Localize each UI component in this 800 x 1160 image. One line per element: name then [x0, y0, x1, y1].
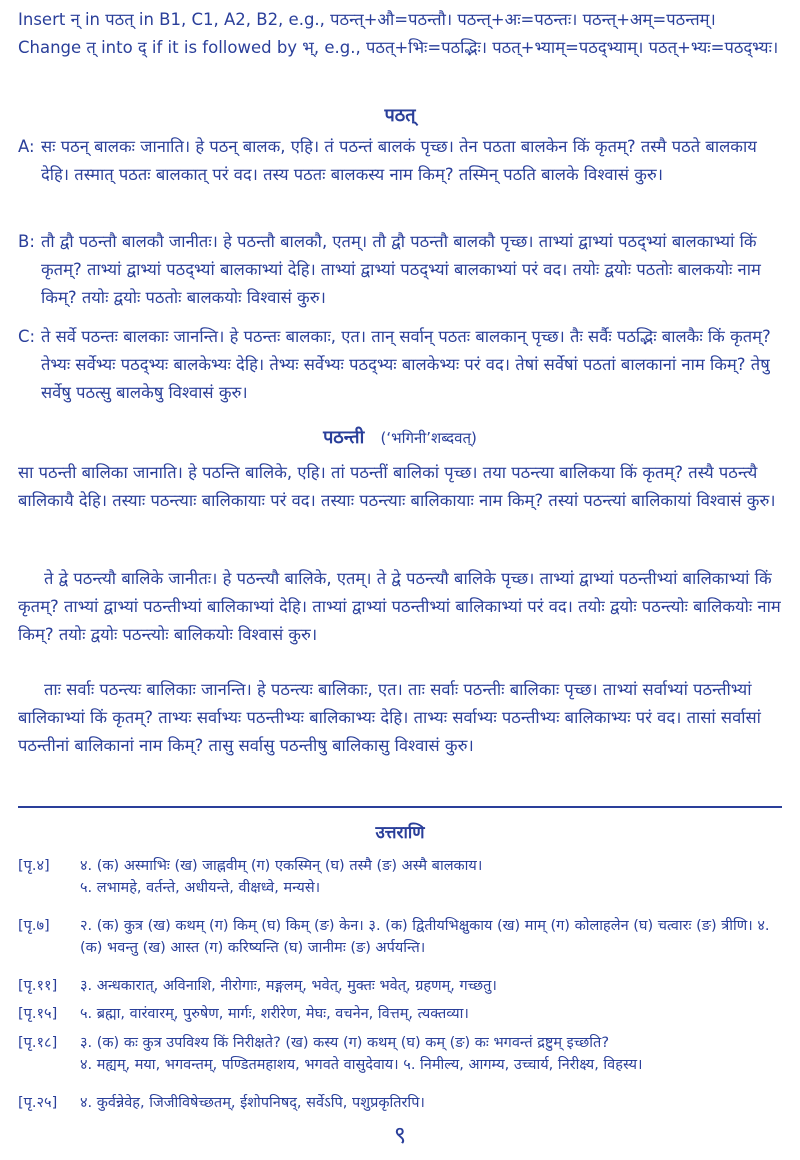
paragraph-b: [18, 228, 782, 312]
answer-line: ४. मह्यम्, मया, भगवन्तम्, पण्डितमहाशय, भगवते वासुदेवाय। ५. निमील्य, आगम्य, उच्चार्य, निरीक्ष्य, विहस्य।: [80, 1057, 643, 1073]
feminine-plural-paragraph: [18, 676, 782, 760]
feminine-dual-paragraph: [18, 565, 782, 649]
answer-line: ५. लभामहे, वर्तन्ते, अधीयन्ते, वीक्षध्वे, मन्यसे।: [80, 880, 321, 896]
answer-entry: [18, 915, 788, 959]
answer-page-ref: [पृ.१५]: [18, 1006, 58, 1022]
paragraph-c: [18, 323, 782, 407]
answer-line: ३. (क) कः कुत्र उपविश्य किं निरीक्षते? (ख) कस्य (ग) कथम् (घ) कम् (ङ) कः भगवन्तं द्रष्टुम् इच्छति?: [80, 1035, 610, 1051]
answer-entry: [18, 975, 788, 997]
paragraph-text: ताः सर्वाः पठन्त्यः बालिकाः जानन्ति। हे पठन्त्यः बालिकाः, एत। ताः सर्वाः पठन्तीः बालिकाः पृच्छ। ताभ्यां सर्वाभ्यां पठन्तीभ्यां बालिकाभ्यां किं कृतम्? ताभ्यः सर्वाभ्यः पठन्तीभ्यः बालिकाभ्यः देहि। ताभ्यः सर्वाभ्यः पठन्तीभ्यः बालिकाभ्यः परं वद। तासां सर्वासां पठन्तीनां बालिकानां नाम किम्? तासु सर्वासु पठन्तीषु बालिकासु विश्वासं कुरु।: [18, 680, 761, 755]
paragraph-text: ते सर्वे पठन्तः बालकाः जानन्ति। हे पठन्तः बालकाः, एत। तान् सर्वान् पठतः बालकान् पृच्छ। तैः सर्वैः पठद्भिः बालकैः किं कृतम्? तेभ्यः सर्वेभ्यः पठद्भ्यः बालकेभ्यः देहि। तेभ्यः सर्वेभ्यः पठद्भ्यः बालकेभ्यः परं वद। तेषां सर्वेषां पठतां बालकानां नाम किम्? तेषु सर्वेषु पठत्सु बालकेषु विश्वासं कुरु।: [41, 327, 771, 402]
paragraph-text: ते द्वे पठन्त्यौ बालिके जानीतः। हे पठन्त्यौ बालिके, एतम्। ते द्वे पठन्त्यौ बालिके पृच्छ। ताभ्यां द्वाभ्यां पठन्तीभ्यां बालिकाभ्यां किं कृतम्? ताभ्यां द्वाभ्यां पठन्तीभ्यां बालिकाभ्यां देहि। ताभ्यां द्वाभ्यां पठन्तीभ्यां बालिकाभ्यां परं वद। तयोः द्वयोः पठन्त्योः बालिकयोः नाम किम्? तयोः द्वयोः पठन्त्योः बालिकयोः विश्वासं कुरु।: [18, 569, 781, 644]
answer-page-ref: [पृ.७]: [18, 918, 50, 934]
paragraph-label: B:: [18, 232, 35, 251]
section-divider: [18, 806, 782, 808]
section-heading-text: पठन्ती: [323, 427, 365, 448]
answer-line: ४. कुर्वन्नेवेह, जिजीविषेच्छतम्, ईशोपनिषद्, सर्वेऽपि, पशुप्रकृतिरपि।: [80, 1095, 425, 1111]
answer-page-ref: [पृ.१८]: [18, 1035, 58, 1051]
answer-page-ref: [पृ.११]: [18, 978, 58, 994]
paragraph-text: तौ द्वौ पठन्तौ बालकौ जानीतः। हे पठन्तौ बालकौ, एतम्। तौ द्वौ पठन्तौ बालकौ पृच्छ। ताभ्यां द्वाभ्यां पठद्भ्यां बालकाभ्यां किं कृतम्? ताभ्यां द्वाभ्यां पठद्भ्यां बालकाभ्यां देहि। ताभ्यां द्वाभ्यां पठद्भ्यां बालकाभ्यां परं वद। तयोः द्वयोः पठतोः बालकयोः नाम किम्? तयोः द्वयोः पठतोः बालकयोः विश्वासं कुरु।: [41, 232, 761, 307]
answer-line: ४. (क) अस्माभिः (ख) जाह्नवीम् (ग) एकस्मिन् (घ) तस्मै (ङ) अस्मै बालकाय।: [80, 858, 483, 874]
answer-page-ref: [पृ.२५]: [18, 1095, 58, 1111]
feminine-singular-paragraph: सा पठन्ती बालिका जानाति। हे पठन्ति बालिके, एहि। तां पठन्तीं बालिकां पृच्छ। तया पठन्त्या बालिकया किं कृतम्? तस्यै पठन्त्यै बालिकायै देहि। तस्याः पठन्त्याः बालिकायाः परं वद। तस्याः पठन्त्याः बालिकायाः नाम किम्? तस्यां पठन्त्यां बालिकायां विश्वासं कुरु।: [18, 463, 776, 510]
intro-paragraph: Insert न् in पठत् in B1, C1, A2, B2, e.g., पठन्त्+औ=पठन्तौ। पठन्त्+अः=पठन्तः। पठन्त्+अम्=पठन्तम्। Change त् into द् if it is followed by भ्, e.g., पठत्+भिः=पठद्भिः। पठत्+भ्याम्=पठद्भ्याम्। पठत्+भ्यः=पठद्भ्यः।: [18, 10, 779, 57]
paragraph-label: C:: [18, 327, 36, 346]
paragraph-a: [18, 133, 782, 189]
section-heading-pathanti: [0, 425, 800, 449]
answer-page-ref: [पृ.४]: [18, 858, 50, 874]
answer-line: २. (क) कुत्र (ख) कथम् (ग) किम् (घ) किम् (ङ) केन। ३. (क) द्वितीयभिक्षुकाय (ख) माम् (ग) कोलाहलेन (घ) चत्वारः (ङ) त्रीणि। ४. (क) भवन्तु (ख) आस्त (ग) करिष्यन्ति (घ) जानीमः (ङ) अर्पयन्ति।: [80, 918, 770, 956]
section-heading-note: (‘भगिनी’शब्दवत्): [380, 429, 477, 447]
answer-entry: [18, 1032, 788, 1076]
answer-entry: [18, 855, 788, 899]
answer-entry: [18, 1003, 788, 1025]
answer-line: ३. अन्धकारात्, अविनाशि, नीरोगाः, मङ्गलम्, भवेत्, मुक्तः भवेत्, ग्रहणम्, गच्छतु।: [80, 978, 497, 994]
answers-heading: उत्तराणि: [375, 823, 425, 843]
paragraph-label: A:: [18, 137, 35, 156]
section-heading-pathat: पठत्: [384, 105, 416, 126]
answer-line: ५. ब्रह्मा, वारंवारम्, पुरुषेण, मार्गः, शरीरेण, मेघः, वचनेन, वित्तम्, त्यक्तव्या।: [80, 1006, 469, 1022]
answer-entry: [18, 1092, 788, 1114]
paragraph-text: सः पठन् बालकः जानाति। हे पठन् बालक, एहि। तं पठन्तं बालकं पृच्छ। तेन पठता बालकेन किं कृतम्? तस्मै पठते बालकाय देहि। तस्मात् पठतः बालकात् परं वद। तस्य पठतः बालकस्य नाम किम्? तस्मिन् पठति बालके विश्वासं कुरु।: [41, 137, 757, 184]
page-number: ९: [393, 1121, 407, 1149]
